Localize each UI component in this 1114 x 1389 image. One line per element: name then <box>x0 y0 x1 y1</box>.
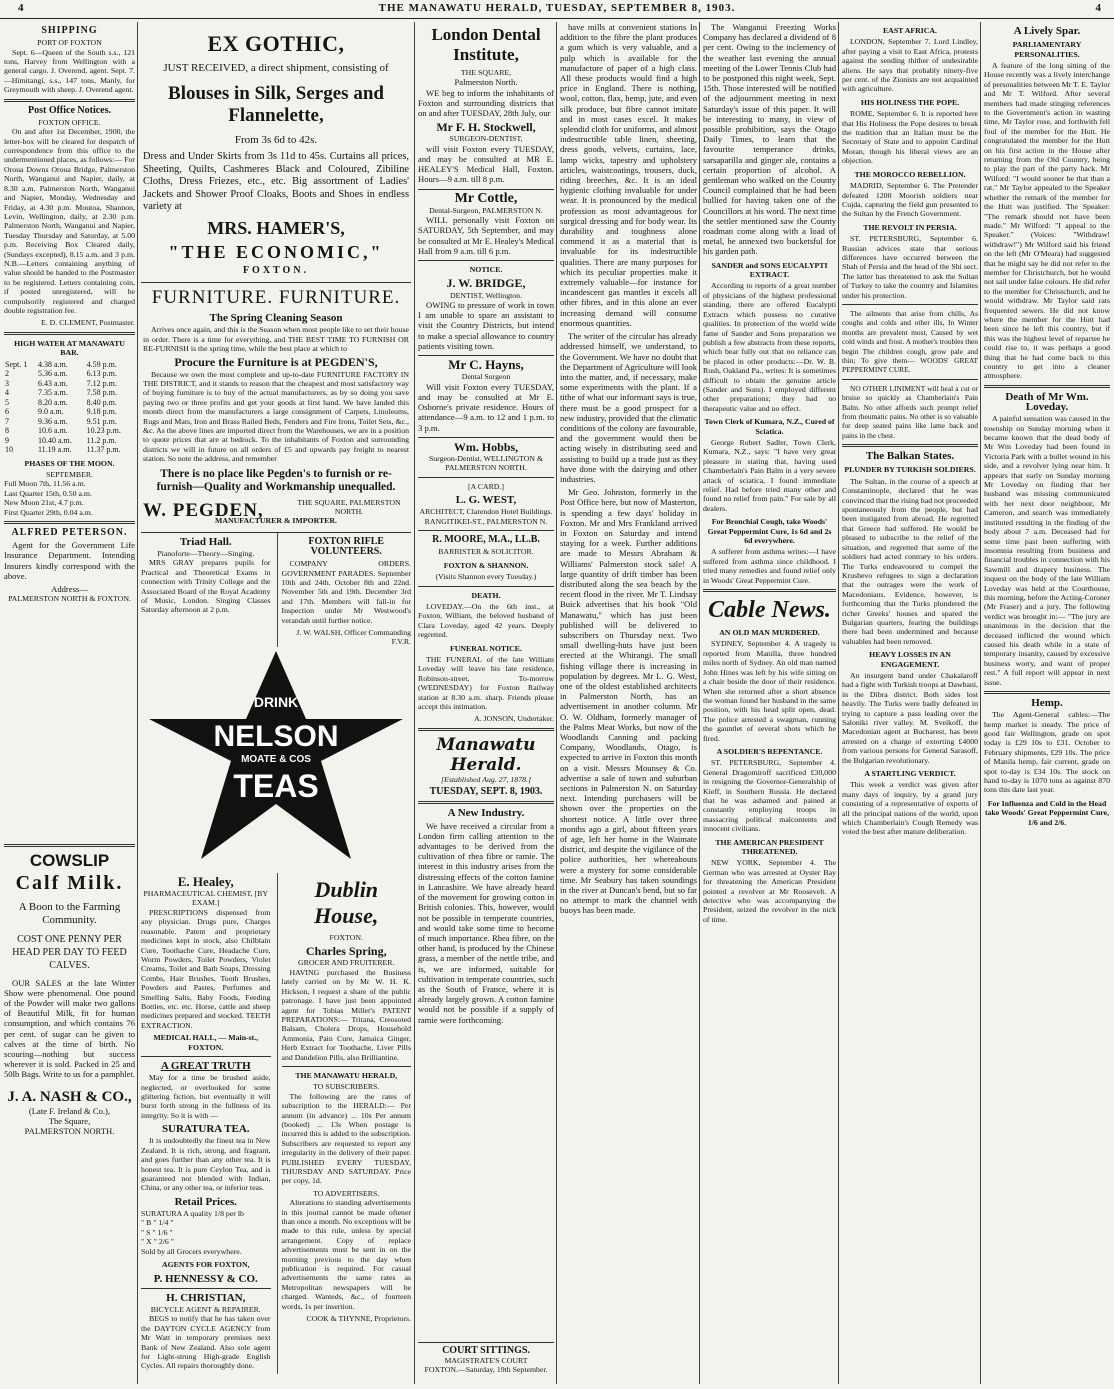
boon-text: A Boon to the Farming Community. <box>18 900 121 926</box>
column-rule <box>980 22 981 1384</box>
spring-cleaning-text: Arrives once again, and this is the Season when most people like to set their house in order. There is a time for everything, and THE BEST TIME TO FURNISH OR RE-FURNISH is the spring time, while the best place at which to <box>143 325 409 353</box>
sander-header: SANDER and SONS EUCALYPTI EXTRACT. <box>711 260 828 280</box>
stockwell-name: Mr F. H. Stockwell, <box>436 120 536 135</box>
column-rule <box>556 22 557 1384</box>
tide-cell: 7 <box>5 416 9 426</box>
article-text: Mr Geo. Johnston, formerly in the Post Office here, but now of Masterton, is spending a few days' holiday in Foxton. Mr and Mrs Frankland arrived in Foxton on Saturday and intend staying for a week. Further additions are made to Messrs Abraham & Williams' Palmerston stock sale! A large quantity of drift timber has been distributed along the sea beach by the recent flood in the river. Mr T. Lindsay Buick advertises that his book "Old Manawatu," which has just been published will be delivered to subscribers on Thursday next. Two small dwelling-huts have just been erected at the Whirangi. The small fishing village there is increasing in population by degrees. Mr L. G. West, one of the oldest established architects in Palmerston North, has an advertisement in another column. Mr O. W. Oldham, formerly manager of the Palms Meat Works, but now of the Woodlands Canning and packing Company, Woodlands, Otago, is expected to arrive in Foxton this month on a visit. Messrs Mounsey & Co. advertise a sale of town and suburban sections in Palmerston N. on Saturday next. Intending purchasers will be shown over the properties on the shortest notice. A little over three months ago a girl, about fifteen years of age, left her home in the Waimate district, and despite the vigilance of the police authorities, her whereabouts were a mystery for some considerable time. Mr Seabury has taken soundings in the river at Duncan's bend, but so far no attempt to mark the channel with buoys has been made. <box>560 487 697 916</box>
rifle-title: FOXTON RIFLE VOLUNTEERS. <box>308 535 385 558</box>
dress-text: Dress and Under Skirts from 3s 11d to 45s. Curtains all prices, Sheeting, Quilts, Cashmeres Black and Coloured, Zibiline Cloths, Dress Friezes, etc., etc. Big assortment of Ladies' Jackets and Shower Proof Cloaks, Boots and Shoes in endless variety at <box>143 151 409 213</box>
influenza-text: For Influenza and Cold in the Head take Woods' Great Peppermint Cure, 1/6 and 2/6. <box>984 798 1110 827</box>
cost-text: COST ONE PENNY PER HEAD PER DAY TO FEED CALVES. <box>12 933 127 971</box>
procure-header: Procure the Furniture is at PEGDEN'S, <box>174 355 378 370</box>
moon-phase: Last Quarter 15th, 0.50 a.m. <box>4 488 92 498</box>
post-office-sign: E. D. CLEMENT, Postmaster. <box>40 318 135 328</box>
ad-row <box>141 533 411 647</box>
soldier-text: ST. PETERSBURG, September 4. General Dragomiroff sacrificed £30,000 in resigning the Governor-Generalship of Kieff, in Southern Russia. He declared that he was ashamed and pained at constantly employing troops in massacring political malcontents and innocent civilians. <box>703 758 836 834</box>
death-text: LOVEDAY.—On the 6th inst., at Foxton, William, the beloved husband of Clara Loveday, aged 42 years. Deeply regretted. <box>418 601 554 640</box>
blouses-title: Blouses in Silk, Serges and Flannelette, <box>168 83 384 126</box>
tide-row <box>4 445 135 455</box>
threat-header: THE AMERICAN PRESIDENT THREATENED. <box>715 837 824 857</box>
tide-row <box>4 426 135 436</box>
bridge-subtitle: DENTIST, Wellington. <box>449 290 523 300</box>
cable-news-title: Cable News. <box>708 597 831 624</box>
persia-header: THE REVOLT IN PERSIA. <box>863 222 957 232</box>
nash-line: PALMERSTON NORTH. <box>24 1126 115 1137</box>
tide-cell: 4.38 a.m. <box>37 359 68 369</box>
tide-cell: 11.19 a.m. <box>37 445 72 455</box>
liniment-text: NO OTHER LINIMENT will heal a cut or bruise so quickly as Chamberlain's Pain Balm. No other affords such prompt relief from rheumatic pains. No other is so valuable for deep seated pains like lame back and pains in the chest. <box>842 383 978 440</box>
tide-row <box>4 417 135 427</box>
balkan-header: The Balkan States. <box>865 450 955 463</box>
spar-text: A feature of the long sitting of the House recently was a lively interchange of personalities between Mr T. E. Taylor and Mr T. Wilford. After several members had made stinging references to the Government's action in wasting time, Mr Taylor rose, and forthwith fell foul of the member for the Hutt. He congratulated the member for the Hutt on his first action in the House after returning from the Old Country, being to play the part of the party hack. Mr Wilford: "I would sooner be that than a rat." Mr Taylor appealed to the Speaker whether the remark of the member for the Hutt was justified. The Speaker: "The remark should not have been made." Mr Wilford: "I appeal to the Speaker." (Voices: "Withdraw! withdraw!") Mr Wilford said his friend on the left (Mr O'Meara) had suggested that he might say he did not refer to the member for Christchurch, but he would not sail under false colours. He did refer to the member for Christchurch, and he would withdraw. Mr Taylor said rats frequented sewers. He did not know where the member for the Hutt had been since he left this country, but if this was the highest level of repartee he could rise to, it was perhaps a good thing that he had come back to this country to get into a cleaner atmosphere. <box>984 61 1110 381</box>
tide-cell: 8.40 p.m. <box>86 397 117 407</box>
article-text: The writer of the circular has already addressed himself, we understand, to the Government. We have no doubt that the Department of Agriculture will look into the matter, and, if necessary, make some experiments with the plant. If a tithe of what our informant says is true, there must be a good prospect for a new industry, provided that the climatic conditions of the colony are favourable, and the government would then be acting wisely in distributing seed and assisting to build up a trade just as they have done with the dairying and other industries. <box>560 331 697 484</box>
morocco-header: THE MOROCCO REBELLION. <box>854 169 966 179</box>
parliament-header: PARLIAMENTARY PERSONALITIES. <box>1012 40 1082 59</box>
retail-row: " B " 1/4 " <box>141 1218 174 1228</box>
established-label: [Established Aug. 27, 1878.] <box>441 774 531 784</box>
divider <box>4 844 135 847</box>
star-nelson: NELSON <box>213 719 339 753</box>
divider <box>984 691 1110 694</box>
tide-cell: 9 <box>5 435 9 445</box>
tide-cell: 9.36 a.m. <box>37 416 68 426</box>
nash-line: (Late F. Ireland & Co.), <box>28 1105 111 1116</box>
triad-subtitle: Pianoforte—Theory—Singing. <box>157 549 255 559</box>
ad-row <box>141 873 411 1374</box>
nash-name: J. A. NASH & CO., <box>7 1088 132 1105</box>
cottle-name: Mr Cottle, <box>454 190 518 206</box>
moore-name: R. MOORE, M.A., LL.B. <box>432 534 540 546</box>
retail-note: Sold by all Grocers everywhere. <box>141 1246 242 1256</box>
suratura-text: It is undoubtedly the finest tea in New Zealand. It is rich, strong, and fragrant, and goes further than any other tea. It is honest tea. It is pure Ceylon Tea, and is guaranteed not blended with Indian, China, or any other tea, or inferior teas. <box>141 1136 271 1193</box>
funeral-text: THE FUNERAL of the late William Loveday will leave his late residence, Robinson-street, To-morrow (WEDNESDAY) for Foxton Railway station at 8.30 a.m. sharp. Friends please accept this intimation. <box>418 655 554 712</box>
nash-line: The Square, <box>48 1115 91 1126</box>
ex-gothic-title: EX GOTHIC, <box>207 31 345 56</box>
healey-advertisement <box>141 873 271 1374</box>
ailment-verse: The ailments that arise from chills, As coughs and colds and other ills, In Winter months are prevalent most, Caused by wet cold winds and frost. A mother's troubles then begin The children cough, grow pale and thin; To give them— WOODS' GREAT PEPPERMINT CURE. <box>842 308 978 375</box>
divider <box>418 728 554 731</box>
tide-cell: 10.6 a.m. <box>37 426 68 436</box>
herald-text: The following are the rates of subscription to the HERALD:— Per annum (in advance) ... 10s Per annum (booked) ... 13s When postage is incurred this is added to the subscription. Subscribers are requested to report any irregularity in the delivery of their paper. PUBLISHED EVERY TUESDAY, THURSDAY AND SATURDAY. Price per copy, 1d. <box>281 1091 411 1186</box>
post-office-subheader: FOXTON OFFICE. <box>38 117 101 127</box>
pegden-advertisement <box>141 283 411 533</box>
newspaper-name: Manawatu Herald. <box>436 734 536 775</box>
tide-cell: 9.18 p.m. <box>86 407 117 417</box>
hemp-header: Hemp. <box>1031 697 1063 710</box>
funeral-title: FUNERAL NOTICE. <box>450 643 522 653</box>
verdict-text: This week a verdict was given after many days of inquiry, by a grand jury consisting of a representative of experts of all the principal nations of the world, upon which Chamberlain's Cough Remedy was voted the best after mature deliberation. <box>842 780 978 837</box>
column-rule <box>838 22 839 1384</box>
magistrate-label: MAGISTRATE'S COURT <box>444 1356 528 1365</box>
dublin-subtitle: FOXTON. <box>329 932 363 942</box>
retail-row: SURATURA A quality 1/8 per lb <box>141 1209 244 1219</box>
masthead-title: THE MANAWATU HERALD, TUESDAY, SEPTEMBER 8, 1903. <box>378 2 736 14</box>
industry-text: We have received a circular from a London firm calling attention to the advantages to be derived from the cultivation of rhea fibre or ramie. The interest in this industry arises from the distressing effects of the cotton famine in Lancashire. We have already heard of the movement for growing cotton in British colonies. This, however, would not be possible in temperate countries, and would take some time to become of much importance. Rhea fibre, on the other hand, is produced by the Chinese grass, a member of the nettle tribe, and is, we are informed, suitable for cultivation in temperate countries, such as the South of France, where it is already largely grown. A cotton famine would not be possible if a supply of ramie were forthcoming. <box>418 820 554 1025</box>
tide-table <box>4 360 135 455</box>
tide-cell: 3 <box>5 378 9 388</box>
murder-text: SYDNEY, September 4. A tragedy is reported from Manilla, three hundred miles north of Sydney. An old man named John Hines was left by his wife sitting on a chair beside the door of their residence. When she returned after a short absence the woman found her husband in the same position, with his head split open, dead. The police arrested a swagman, running the gauntlet of several shots which he fired. <box>703 639 836 743</box>
morocco-text: MADRID, September 6. The Pretender defeated 1200 Moorish soldiers near Cujda, capturing the field gun presented to the Sultan by the French Government. <box>842 181 978 219</box>
notice-title: NOTICE. <box>469 265 503 275</box>
tide-cell: 8 <box>5 426 9 436</box>
star-teas: TEAS <box>233 767 319 804</box>
nelson-moate-tea-advertisement <box>141 649 411 869</box>
cottle-text: WILL personally visit Foxton on SATURDAY, 5th September, and may be consulted at Mr E. Healey's Medical Hall from 9 a.m. till 6 p.m. <box>418 215 554 256</box>
healey-subtitle: PHARMACEUTICAL CHEMIST, [BY EXAM.] <box>143 889 269 908</box>
column-1 <box>4 22 135 1384</box>
spring-subtitle: GROCER AND FRUITERER. <box>298 958 395 968</box>
tide-cell: 11.37 p.m. <box>86 445 121 455</box>
heavy-losses-header: HEAVY LOSSES IN AN ENGAGEMENT. <box>869 650 951 669</box>
price-range: From 3s 6d to 42s. <box>234 134 318 146</box>
bronchial-text: A sufferer from asthma writes:—I have suffered from asthma since childhood. I tried many remedies and found relief only in Woods' Great Peppermint Cure. <box>703 547 836 585</box>
star-moate: MOATE & COS <box>241 753 311 765</box>
tide-row <box>4 360 135 370</box>
peterson-address-label: Address— <box>51 584 88 595</box>
bronchial-header: For Bronchial Cough, take Woods' Great Peppermint Cure, 1s 6d and 2s 6d everywhere. <box>707 517 832 546</box>
pegden-name: W. PEGDEN, <box>143 500 264 522</box>
card-label: [A CARD.] <box>468 481 504 491</box>
threat-text: NEW YORK, September 4. The German who was arrested at Oyster Bay for threatening the American President pointed a revolver at Mr Roosevelt. A detective who was accompanying the President, seized the revolver in the nick of time. <box>703 858 836 924</box>
moon-month: SEPTEMBER. <box>45 470 93 479</box>
triad-title: Triad Hall. <box>179 535 232 548</box>
tide-cell: 6.13 p.m. <box>86 369 117 379</box>
tide-cell: 5 <box>5 397 9 407</box>
divider <box>4 332 135 335</box>
retail-row: " X " 2/6 " <box>141 1237 174 1247</box>
west-subtitle: ARCHITECT, Clarendon Hotel Buildings. RANGITIKEI-ST., PALMERSTON N. <box>419 507 553 526</box>
hemp-text: The Agent-General cables:—The hemp market is steady. The price of good fair Wellington, grade on spot today is £29 10s to £31. October to February shipments, £29 10s. The price of Manila hemp, fair current, grade on spot to-day is £34 10s. The stock on hand to-day is 1070 tons as against 870 tons this date last year. <box>984 710 1110 795</box>
tide-cell: 6.43 a.m. <box>37 378 68 388</box>
dublin-house-title: Dublin House, <box>314 876 379 928</box>
healey-text: PRESCRIPTIONS dispensed from any physician. Drugs pure, Charges reasonable. Patent and proprietary medicines kept in stock, also Chilblain Cure, Toothache Cure, Headache Cure, Worm Powders, Toilet Powders, Violet Creams, Toilet and Bath Soaps, Dressing Combs, Hair Brushes, Tooth Brushes, Powders and Pastes, Perfumes and Smelling Salts, Baby Foods, Feeding Bottles, etc. etc. Horse, cattle and sheep medicines prepared and stocked. TEETH EXTRACTION. <box>141 907 271 1030</box>
cottle-subtitle: Dental-Surgeon, PALMERSTON N. <box>429 205 543 215</box>
pegden-address: THE SQUARE, PALMERSTON NORTH. <box>297 497 401 516</box>
stockwell-text: will visit Foxton every TUESDAY, and may be consulted at MR E. HEALEY'S Medical Hall, Foxton. Hours—9 a.m. till 8 p.m. <box>418 143 554 185</box>
tide-row <box>4 369 135 379</box>
retail-title: Retail Prices. <box>174 1195 237 1208</box>
divider <box>703 589 836 592</box>
dental-location: Palmerston North. <box>454 77 518 88</box>
column-rule <box>699 22 700 1384</box>
heavy-losses-text: An insurgent band under Chakalaroff had a fight with Turkish troops at Dawbani, in the Dibra district. Both sides lost heavily. The Turks were badly defeated in trying to capture a pass leading over the Saloniki river valley. M. Sveikoff, the Macedonian agent at Bucharest, has been arrested on a charge of extorting £4000 from various persons for General Sarasoff, the Bulgarian revolutionary. <box>842 670 978 765</box>
funeral-sign: A. JONSON, Undertaker. <box>474 714 554 724</box>
pope-text: ROME, September 6. It is reported here that His Holiness the Pope desires to break the tradition that an Italian must be the Secretary of State and to appoint Cardinal Moran, though his liberal views are an objection. <box>842 109 978 166</box>
kumara-text: George Robert Sadler, Town Clerk, Kumara, N.Z., says: "I have very great pleasure in stating that, having used Chamberlain's Pain Balm in a very severe attack of sciatica, I found immediate relief. Had before tried many other and found no relief from pain." For sale by all dealers. <box>703 437 836 513</box>
column-7 <box>984 22 1110 1384</box>
tide-row <box>4 379 135 389</box>
tide-row <box>4 436 135 446</box>
moon-header: PHASES OF THE MOON. <box>24 458 115 468</box>
pegden-text: Because we own the most complete and up-to-date FURNITURE FACTORY IN THE DISTRICT, and it stands to reason that the cheapest and most satisfactory way of buying furniture is to buy of the actual manufacturers, as by so doing you save paying two or three profits and get your goods at first hand. We have landed this month direct from the manufacturers a large consignment of Carpets, Linoleums, Rugs and Mats, Iron and Brass Railed Beds, Fenders and Fire Irons, Toilet Sets, &c., &c. As the above lines are imported direct from the Warehouses, we are in a position to quote prices that are at bedrock. To the inhabitants of Foxton and surrounding districts we will in future on all orders of £5 and upwards pay freight to nearest station. So note the address, and remember <box>143 369 409 464</box>
spar-header: A Lively Spar. <box>1013 25 1081 37</box>
tide-cell: 4.59 p.m. <box>86 359 117 369</box>
dental-subtitle: THE SQUARE, <box>460 68 512 77</box>
healey-title: E. Healey, <box>177 873 234 889</box>
healey-address: MEDICAL HALL, — Main-st., FOXTON. <box>153 1033 259 1052</box>
loveday-death-text: A painful sensation was caused in the township on Sunday morning when it became known that the dead body of Mr Wm Loveday had been found in Victoria Park with a bullet wound in his side, and a revolver lying near him. It appears that early on Sunday morning Mr Loveday on finding that her husband was missing communicated with her next door neighbour, Mr Cameron, and search was immediately instituted resulting in the finding of the body about 7 a.m. Deceased had for some time past been suffering with insomnia resulting from business and financial troubles in connection with his Sawmill and drapery business. The inquest on the body of the late William Loveday was held at the Courthouse, this morning, before the Acting-Coroner (Mr Fraser) and a jury. The following verdict was brought in:— "The jury are unanimous in the decision that the deceased inflicted the wound which caused his death while in a state of temporary insanity, caused by excessive business worry, and want of proper rest." A full report will appear in next issue. <box>984 414 1110 687</box>
christian-subtitle: BICYCLE AGENT & REPAIRER. <box>150 1304 261 1314</box>
hamer-name: MRS. HAMER'S, <box>207 217 345 238</box>
foxton-shannon-subtitle: (Visits Shannon every Tuesday.) <box>435 572 537 582</box>
christian-text: BEGS to notify that he has taken over the DAYTON CYCLE AGENCY from Mr Watt in temporary premises next Bank of New Zealand. Also sole agent for Light-strung High-grade English Cycles. All repairs thoroughly done. <box>141 1314 271 1371</box>
pope-header: HIS HOLINESS THE POPE. <box>860 97 960 107</box>
kumara-header: Town Clerk of Kumara, N.Z., Cured of Sciatica. <box>704 417 835 436</box>
article-text: have mills at convenient stations In addition to the fibre the plant produces a gum which is very valuable, and a pulp which is available for the manufacture of paper of a high class. All these products would find a high price in England. There is nothing, wool, cotton, flax, hemp, jute, and even silk produce, but fibre cannot imitate and in most cases excel. It makes splendid cloth for uniforms, and almost indestructible table linen, sheeting, dress goods, velvets, curtains, lace, lamp wicks, tapestry and upholstery articles, waistcoatings, trousers, duck, riding breeches, &c. It is an ideal hygienic clothing invaluable for under wear. It is pronounced by the medical profession as most advantageous for surgical dressing and for body wear. Its durability and toughness alone commend it as a material that is invaluable for its indestructible qualities. There are many purposes for which its peculiar properties make it extremely valuable—for instance for incandescent gas mantles it excels all other fibres, and in this alone an ever increasing demand will consume enormous quantities. <box>560 22 697 328</box>
advertisers-title: TO ADVERTISERS. <box>313 1188 380 1198</box>
magistrate-text: FOXTON.—Saturday, 19th September. <box>424 1365 548 1375</box>
christian-name: H. CHRISTIAN, <box>166 1291 246 1304</box>
herald-subtitle: TO SUBSCRIBERS. <box>313 1082 380 1092</box>
furniture-title: FURNITURE. FURNITURE. <box>151 286 401 308</box>
shipping-header: SHIPPING <box>41 25 98 36</box>
article-text: The Wanganui Freezing Works Company has declared a dividend of 8 per cent. Owing to the inclemency of the weather last evening the annual meeting of the Lower Tennis Club had to be postponed this night week, Sept. 15th. Those interested will be notified of the adjournment meeting in next Saturday's issue of this paper. It will be interesting to many, in view of possible prohibition, says the Otago Daily Times, to learn that the favourite temperance drinks, sarsaparilla and ginger ale, contains a certain proportion of alcohol. A gentleman who walked on the County Council complained that he had been bullied for having taken one of the Councillors at his word. The next time the settler mentioned saw the County roadman come along with a load of metal, he annexed two bucketsful for his garden path. <box>703 22 836 257</box>
retail-row: " S " 1/6 " <box>141 1227 173 1237</box>
truth-title: A GREAT TRUTH <box>160 1059 251 1072</box>
page-number-left: 4 <box>18 2 25 14</box>
peterson-address: PALMERSTON NORTH & FOXTON. <box>8 594 131 604</box>
bridge-name: J. W. BRIDGE, <box>446 276 526 291</box>
tide-row <box>4 398 135 408</box>
divider <box>842 444 978 447</box>
herald-sign: COOK & THYNNE, Proprietors. <box>306 1314 411 1324</box>
foxton-label: FOXTON. <box>242 264 310 276</box>
death-title: DEATH. <box>471 590 501 600</box>
tide-cell: 5.36 a.m. <box>37 369 68 379</box>
issue-date: TUESDAY, SEPT. 8, 1903. <box>429 786 543 798</box>
industry-title: A New Industry. <box>447 807 525 820</box>
hennessy-name: P. HENNESSY & CO. <box>153 1272 258 1285</box>
rifle-advertisement <box>277 533 412 647</box>
peterson-name: ALFRED PETERSON. <box>11 527 128 539</box>
column-2 <box>141 22 411 1384</box>
tide-cell: 8.20 a.m. <box>37 397 68 407</box>
calf-milk-title: Calf Milk. <box>15 871 124 894</box>
sander-text: According to reports of a great number of physicians of the highest professional standing, there are offered Eucalypti Extracts which possess no curative qualities. In protection of the world wide fame of Sander and Sons preparation we publish a few abstracts from these reports, which bear fully out that no reliance can be placed in other products:—Dr. W. B. Rush, Oakland Pa., writes: It is sometimes difficult to obtain the genuine article (Sander and Sons). I employed different other preparations; they had no therapeutic value and no effect. <box>703 281 836 413</box>
africa-text: LONDON, September 7. Lord Lindley, after paying a visit to East Africa, protests against the sending thither of undesirable aliens. He says that probably ninety-five per cent. of the Zionists are not acquainted with agriculture. <box>842 37 978 94</box>
moon-phase: First Quarter 29th, 0.04 a.m. <box>4 507 93 517</box>
tide-cell: 7.58 p.m. <box>86 388 117 398</box>
court-title: COURT SITTINGS. <box>442 1345 530 1356</box>
triad-advertisement <box>141 533 271 647</box>
dental-institute-title: London Dental Institute, <box>431 25 541 64</box>
herald-title: THE MANAWATU HERALD, <box>295 1070 398 1080</box>
divider <box>984 385 1110 388</box>
no-place-slogan: There is no place like Pegden's to furnish or re-furnish—Quality and Workmanship unequalled. <box>156 467 396 493</box>
triad-text: MRS GRAY prepares pupils for Practical and Theoretical Exams in connection with Trinity College and the Associated Board of the Royal Academy of Music, London. Singing Classes Saturday afternoon at 2 p.m. <box>141 558 271 615</box>
cowslip-title: COWSLIP <box>29 850 110 870</box>
peterson-text: Agent for the Government Life Insurance Department. Intending Insurers kindly correspond with the above. <box>4 540 135 581</box>
moon-phase: Full Moon 7th, 11.56 a.m. <box>4 479 86 489</box>
tide-cell: 7.12 p.m. <box>86 378 117 388</box>
balkan-text: The Sultan, in the course of a speech at Constantinople, declared that he was convinced that the rising had not proceeded spontaneously from the people, but had been instigated from abroad. He regretted that Greece had suffered. He would be pleased to subscribe to the relief of the situation, and regretted that some of the soldiers had acted contrary to his orders. The Turks endeavoured to compel the Krushevo refugees to sign a declaration that the outrages were the work of Macedonians. Evidence, however, is forthcoming that the Turks plundered the richer Greeks' houses and spared the Bulgarian quarters, fearing the buildings there had been undermined and because valuables had been removed. <box>842 476 978 646</box>
tide-cell: Sept. 1 <box>5 359 28 369</box>
hayns-name: Mr C. Hayns, <box>448 357 524 373</box>
agents-label: AGENTS FOR FOXTON, <box>161 1260 250 1270</box>
post-office-text: On and after 1st December, 1900, the letter-box will be cleared for despatch of correspondence from this office to the undermentioned places, as follows:— For Oroua Downs Oroua Bridge, Palmerston North, Wanganui and Napier, daily, at 8.30 a.m. Palmerston North, Wanganui and Napier, Monday, Wednesday and Friday, at 4.30 p.m. Moutoa, Shannon, Levin, Wellington, daily, at 2.30 p.m. Palmerston North, Wanganui and Napier, Tuesday Thursday and Saturday, at 5.00 p.m. Receiving Box Cleared daily, (Sundays excepted), 8.15 a.m. and 3 p.m. N.B.—Letters containing anything of value should be handed to the Postmaster to be registered. Letters containing coin, if posted unregistered, will be compulsorily registered and charged double registration fee. <box>4 127 135 315</box>
right-ads <box>277 873 412 1374</box>
column-5 <box>703 22 836 1384</box>
column-3 <box>418 22 554 1384</box>
verdict-header: A STARTLING VERDICT. <box>864 769 956 779</box>
loveday-death-header: Death of Mr Wm. Loveday. <box>1005 390 1089 414</box>
tide-cell: 9.0 a.m. <box>37 407 64 417</box>
spring-name: Charles Spring, <box>305 944 387 959</box>
economic-name: "THE ECONOMIC," <box>168 241 384 262</box>
hayns-text: Will visit Foxton every TUESDAY, and may be consulted at Mr E. Osborne's private residence. Hours of attendance—9 a.m. to 12 and 1 p.m. to 3 p.m. <box>418 381 554 433</box>
dental-text: WE beg to inform the inhabitants of Foxton and surrounding districts that on and after TUESDAY, 28th July, our <box>418 87 554 119</box>
just-received: JUST RECEIVED, a direct shipment, consisting of <box>163 62 389 74</box>
star-drink: DRINK <box>253 693 299 710</box>
advertisers-text: Alterations to standing advertisements in this journal cannot be made oftener than once a month. No exceptions will be made to this rule, unless by special arrangement. Copy of replace advertisements must be sent in on the morning previous to the day when publication is required. For casual advertisements the same rates as Metropolitan newspapers will be charged. Wanteds, &c., of fourteen words, 1s per insertion. <box>281 1198 411 1311</box>
tide-cell: 10.40 a.m. <box>37 435 72 445</box>
truth-text: May for a time be brushed aside, neglected, or overlooked for some glittering fiction, but eventually it will burst forth strong in the fullness of its integrity. So it is with — <box>141 1073 271 1120</box>
rifle-text: COMPANY ORDERS. GOVERNMENT PARADES. September 10th and 24th. October 8th and 22nd. November 5th and 19th. December 3rd and 17th. Members will fall-in for Inspection under Mr Westwood's verandah until further notice. <box>281 559 411 625</box>
masthead <box>0 0 1114 19</box>
page-number-right: 4 <box>1095 2 1102 14</box>
shipping-text: Sept. 6—Queen of the South s.s., 121 tons, Harvey from Wellington with a general cargo. J. Overend, agent. Sept. 7.—Himitangi, s.s., 147 tons, Manly, for Greymouth with sheep. J. Overend agent. <box>4 47 135 95</box>
tide-row <box>4 407 135 417</box>
tide-cell: 11.2 p.m. <box>86 435 117 445</box>
moon-phase: New Moon 21st, 4.7 p.m. <box>4 498 84 508</box>
plunder-header: PLUNDER BY TURKISH SOLDIERS. <box>844 465 976 475</box>
spring-cleaning-header: The Spring Cleaning Season <box>209 311 343 324</box>
hobbs-name: Wm. Hobbs, <box>453 439 519 454</box>
post-office-header: Post Office Notices. <box>27 104 112 116</box>
hayns-subtitle: Dental Surgeon <box>461 372 511 382</box>
foxton-shannon: FOXTON & SHANNON. <box>443 560 529 570</box>
tide-cell: 10.23 p.m. <box>86 426 121 436</box>
hamer-advertisement <box>141 22 411 283</box>
suratura-title: SURATURA TEA. <box>161 1123 250 1136</box>
stockwell-subtitle: SURGEON-DENTIST, <box>449 134 523 144</box>
west-name: L. G. WEST, <box>455 494 517 507</box>
tide-cell: 4 <box>5 388 9 398</box>
divider <box>4 99 135 102</box>
soldier-header: A SOLDIER'S REPENTANCE. <box>716 746 823 756</box>
tide-cell: 7.35 a.m. <box>37 388 68 398</box>
tide-cell: 6 <box>5 407 9 417</box>
rifle-sign: J. W. WALSH, Officer Commanding F.V.R. <box>296 628 411 647</box>
murder-header: AN OLD MAN MURDERED. <box>719 628 820 638</box>
tide-header: HIGH WATER AT MANAWATU BAR. <box>14 338 125 358</box>
spring-text: HAVING purchased the Business lately carried on by Mr W. H. K. Hickson, I request a share of the public patronage. I have just been appointed agent for Tobias Miller's PATENT PREPARATIONS:— Tritana, Creosoted Balsam, Cholera Drops, Household Ammonia, Pain Cure, Jamaica Ginger, Herb Extract for Toothache, Liver Pills and Dandelion Pills, also Brilliantine. <box>281 967 411 1062</box>
column-6 <box>842 22 978 1384</box>
tide-cell: 9.51 p.m. <box>86 416 117 426</box>
persia-text: ST. PETERSBURG, September 6. Russian advices state that serious differences have occurred between the Shah of Persia and the head of the Shi sect. The latter has threatened to ask the Sultan of Turkey to take the country and Islamites under his protection. <box>842 234 978 300</box>
divider <box>418 801 554 804</box>
court-sittings <box>418 1342 554 1375</box>
hobbs-subtitle: Surgeon-Dentist, WELLINGTON & PALMERSTON NORTH. <box>428 453 544 473</box>
column-4 <box>560 22 697 1384</box>
bridge-text: OWING to pressure of work in town I am unable to spare an assistant to visit the Country Districts, but intend to make a special allowance to country patients visiting town. <box>418 300 554 351</box>
tide-cell: 10 <box>5 445 13 455</box>
pegden-subtitle: MANUFACTURER & IMPORTER. <box>215 516 337 526</box>
tide-row <box>4 388 135 398</box>
africa-header: EAST AFRICA. <box>882 26 937 35</box>
tide-cell: 2 <box>5 369 9 379</box>
sales-text: OUR SALES at the late Winter Show were phenomenal. One pound of the Powder will make two gallons of Beautiful Milk, fit for human consumption, and which contains 76 per cent. of sugar can be given to calves at the time of birth. No scouring—nothing but success wherever it is sold. Packed in 25 and 50lb Bags. Write to us for a pamphlet. <box>4 977 135 1080</box>
shipping-subheader: PORT OF FOXTON <box>37 38 102 48</box>
column-rule <box>414 22 415 1384</box>
column-rule <box>137 22 138 1384</box>
divider <box>4 521 135 524</box>
moore-subtitle: BARRISTER & SOLICITOR. <box>438 547 534 557</box>
